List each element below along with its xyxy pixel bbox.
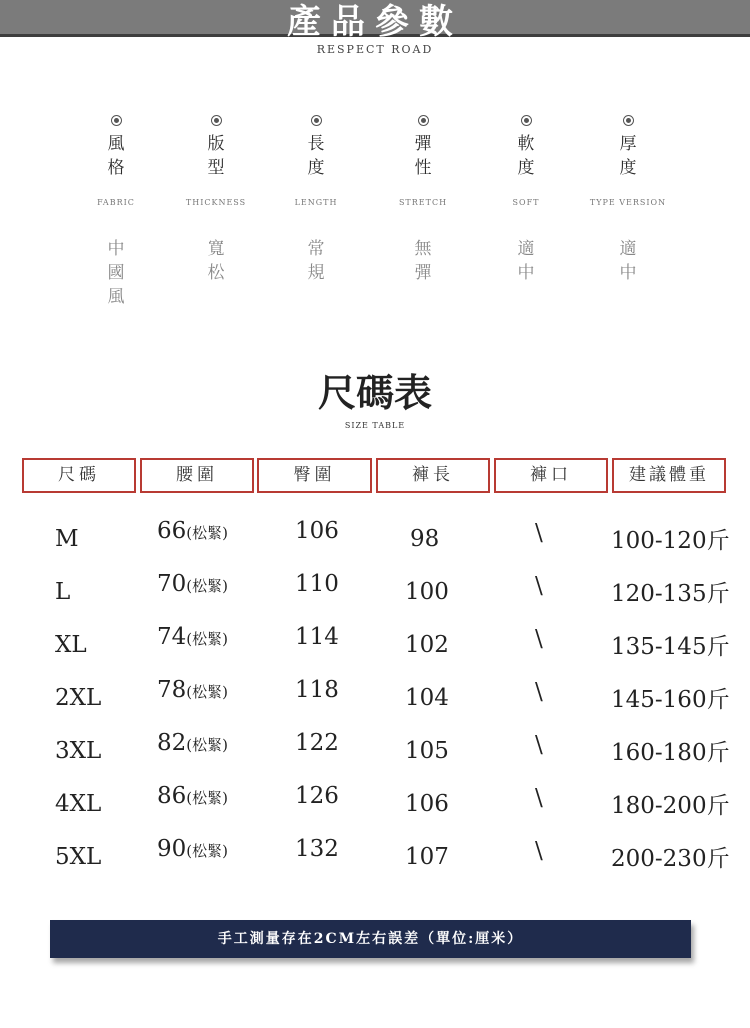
cell-hip: 118 bbox=[295, 677, 339, 703]
param-value: 適 中 bbox=[517, 239, 535, 283]
cell-weight: 180-200斤 bbox=[611, 793, 730, 819]
param-label: 長 度 bbox=[307, 134, 325, 178]
cell-hem: \ bbox=[535, 785, 543, 811]
cell-length: 102 bbox=[405, 632, 449, 658]
cell-size: 2XL bbox=[55, 685, 102, 711]
cell-length: 98 bbox=[410, 526, 440, 552]
header-waist: 腰圍 bbox=[140, 458, 254, 493]
cell-size: L bbox=[55, 579, 71, 605]
cell-hip: 114 bbox=[295, 624, 339, 650]
param-value: 寬 松 bbox=[207, 239, 225, 283]
param-label: 版 型 bbox=[207, 134, 225, 178]
param-label: 風 格 bbox=[107, 134, 125, 178]
param-value: 常 規 bbox=[307, 239, 325, 283]
page-subtitle: RESPECT ROAD bbox=[316, 43, 434, 56]
param-label: 厚 度 bbox=[619, 134, 637, 178]
cell-hip: 110 bbox=[295, 571, 339, 597]
cell-weight: 145-160斤 bbox=[611, 687, 730, 713]
cell-weight: 120-135斤 bbox=[611, 581, 730, 607]
cell-hip: 122 bbox=[295, 730, 339, 756]
measurement-note: 手工測量存在2CM左右誤差（單位:厘米） bbox=[50, 920, 691, 958]
cell-hem: \ bbox=[535, 732, 543, 758]
param-stretch bbox=[373, 115, 473, 285]
size-table-title: 尺碼表 bbox=[317, 370, 432, 415]
cell-hem: \ bbox=[535, 626, 543, 652]
bullet-icon bbox=[311, 115, 322, 126]
bullet-icon bbox=[418, 115, 429, 126]
param-value: 中 國 風 bbox=[107, 239, 125, 307]
cell-hip: 106 bbox=[295, 518, 339, 544]
page-title: 產品參數 bbox=[287, 2, 463, 42]
param-label: 軟 度 bbox=[517, 134, 535, 178]
bullet-icon bbox=[111, 115, 122, 126]
cell-size: 4XL bbox=[55, 791, 102, 817]
param-value: 無 彈 bbox=[414, 239, 432, 283]
size-table-subtitle: SIZE TABLE bbox=[344, 421, 406, 430]
header-hip: 臀圍 bbox=[257, 458, 372, 493]
bullet-icon bbox=[623, 115, 634, 126]
cell-hem: \ bbox=[535, 679, 543, 705]
param-en-label: FABRIC bbox=[97, 198, 135, 207]
bullet-icon bbox=[211, 115, 222, 126]
cell-length: 105 bbox=[405, 738, 449, 764]
param-en-label: THICKNESS bbox=[185, 198, 247, 207]
param-en-label: STRETCH bbox=[398, 198, 448, 207]
cell-size: XL bbox=[55, 632, 87, 658]
cell-size: M bbox=[55, 526, 79, 552]
cell-waist: 70(松緊) bbox=[157, 571, 228, 597]
header-length: 褲長 bbox=[376, 458, 490, 493]
param-fabric bbox=[66, 115, 166, 309]
cell-waist: 66(松緊) bbox=[157, 518, 228, 544]
cell-length: 100 bbox=[405, 579, 449, 605]
cell-waist: 90(松緊) bbox=[157, 836, 228, 862]
cell-hip: 132 bbox=[295, 836, 339, 862]
cell-waist: 82(松緊) bbox=[157, 730, 228, 756]
cell-weight: 100-120斤 bbox=[611, 528, 730, 554]
param-value: 適 中 bbox=[619, 239, 637, 283]
cell-length: 106 bbox=[405, 791, 449, 817]
param-label: 彈 性 bbox=[414, 134, 432, 178]
param-en-label: SOFT bbox=[512, 198, 540, 207]
header-size: 尺碼 bbox=[22, 458, 136, 493]
param-length bbox=[266, 115, 366, 285]
cell-waist: 78(松緊) bbox=[157, 677, 228, 703]
cell-hip: 126 bbox=[295, 783, 339, 809]
cell-size: 3XL bbox=[55, 738, 102, 764]
param-soft bbox=[476, 115, 576, 285]
param-en-label: LENGTH bbox=[294, 198, 338, 207]
cell-waist: 74(松緊) bbox=[157, 624, 228, 650]
param-en-label: TYPE VERSION bbox=[589, 198, 667, 207]
param-thickness bbox=[166, 115, 266, 285]
bullet-icon bbox=[521, 115, 532, 126]
cell-weight: 135-145斤 bbox=[611, 634, 730, 660]
cell-hem: \ bbox=[535, 838, 543, 864]
header-hem: 褲口 bbox=[494, 458, 608, 493]
cell-weight: 200-230斤 bbox=[611, 846, 730, 872]
cell-length: 107 bbox=[405, 844, 449, 870]
cell-hem: \ bbox=[535, 573, 543, 599]
cell-weight: 160-180斤 bbox=[611, 740, 730, 766]
param-type-version bbox=[578, 115, 678, 285]
header-weight: 建議體重 bbox=[612, 458, 726, 493]
cell-waist: 86(松緊) bbox=[157, 783, 228, 809]
cell-hem: \ bbox=[535, 520, 543, 546]
cell-length: 104 bbox=[405, 685, 449, 711]
cell-size: 5XL bbox=[55, 844, 102, 870]
